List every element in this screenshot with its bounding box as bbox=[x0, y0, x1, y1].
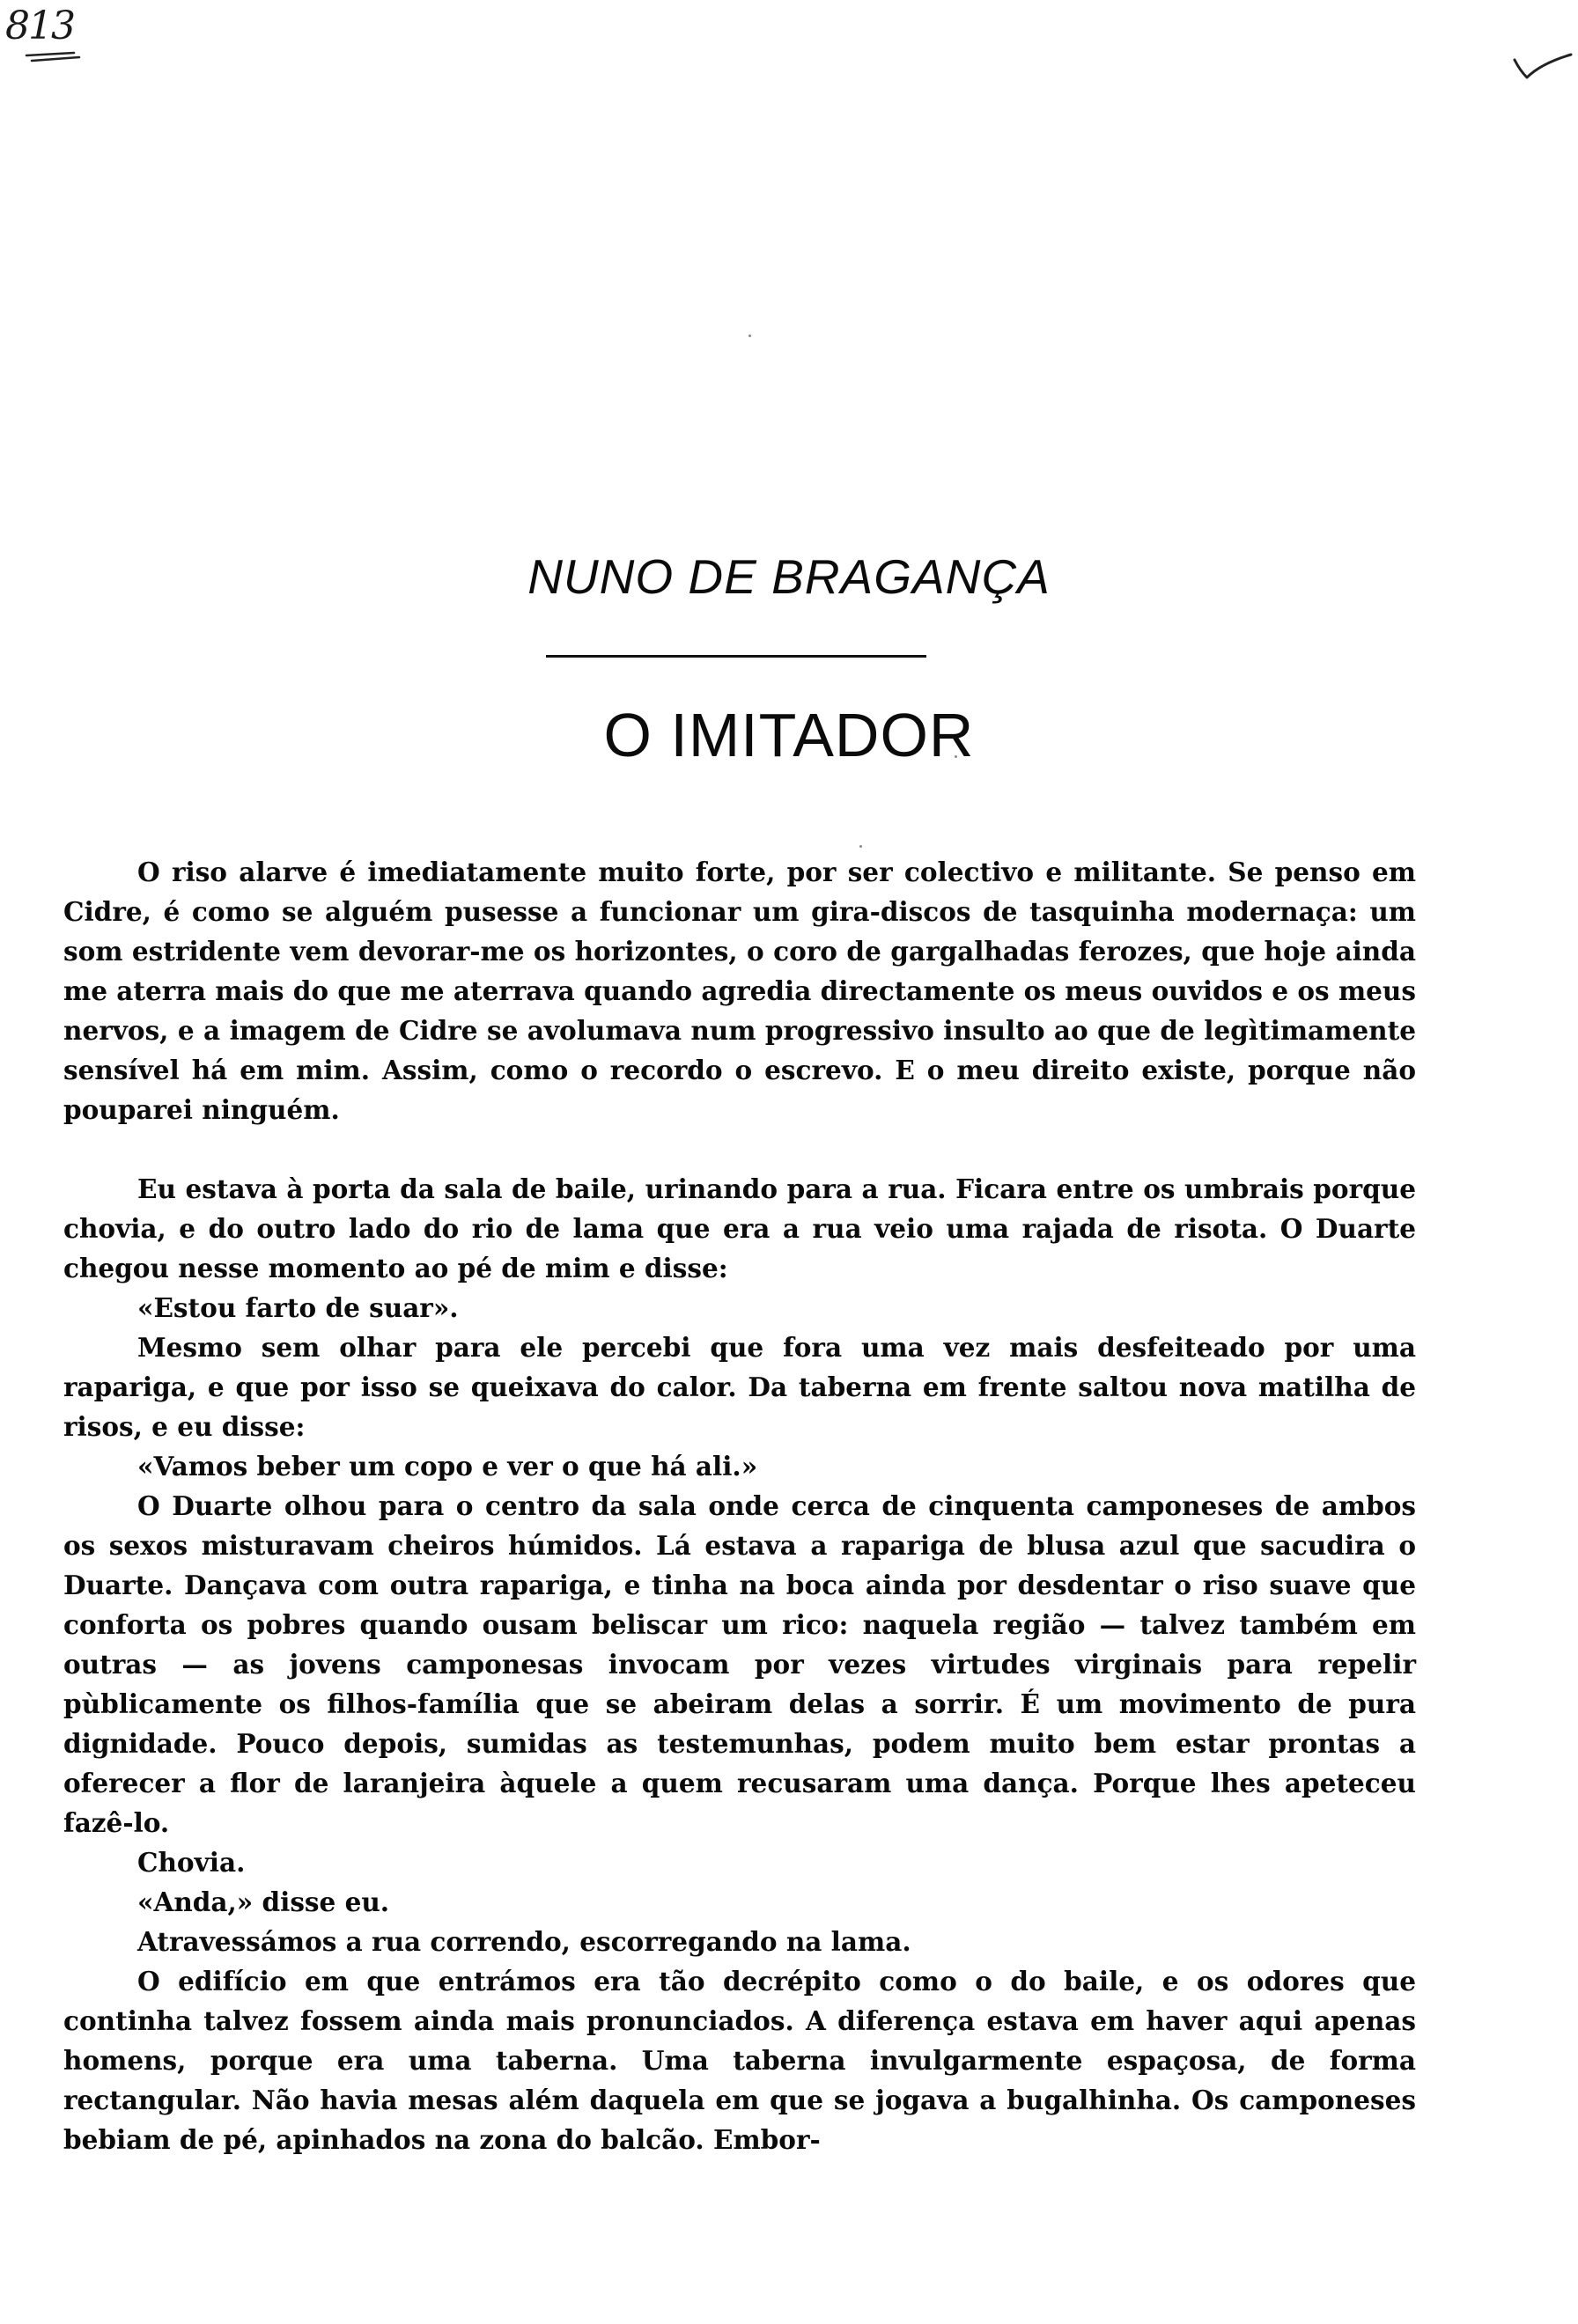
handwritten-page-number: 813 bbox=[5, 4, 74, 48]
scan-speck bbox=[748, 335, 751, 337]
paragraph: «Anda,» disse eu. bbox=[137, 1886, 390, 1917]
paragraph: «Estou farto de suar». bbox=[137, 1292, 459, 1323]
handwritten-underline-mark bbox=[23, 51, 85, 63]
paragraph: Atravessámos a rua correndo, escorregando na lama. bbox=[137, 1926, 911, 1957]
story-body bbox=[63, 852, 1416, 2159]
paragraph: O Duarte olhou para o centro da sala onde cerca de cinquenta camponeses de ambos os sexos misturavam cheiros húmidos. Lá estava a rapariga de blusa azul que sacudira o Duarte. Dançava com outra rapariga, e tinha na boca ainda por desdentar o riso suave que conforta os pobres quando ousam beliscar um rico: naquela região — talvez também em outras — as jovens camponesas invocam por vezes virtudes virginais para repelir pùblicamente os filhos-família que se abeiram delas a sorrir. É um movimento de pura dignidade. Pouco depois, sumidas as testemunhas, podem muito bem estar prontas a oferecer a flor de laranjeira àquele a quem recusaram uma dança. Porque lhes apeteceu fazê-lo. bbox=[63, 1490, 1416, 1838]
paragraph: Eu estava à porta da sala de baile, urinando para a rua. Ficara entre os umbrais porque chovia, e do outro lado do rio de lama que era a rua veio uma rajada de risota. O Duarte chegou nesse momento ao pé de mim e disse: bbox=[63, 1173, 1416, 1283]
paragraph: «Vamos beber um copo e ver o que há ali.» bbox=[137, 1451, 758, 1482]
paragraph: O riso alarve é imediatamente muito forte, por ser colectivo e militante. Se penso em Cidre, é como se alguém pusesse a funcionar um gira-discos de tasquinha modernaça: um som estridente vem devorar-me os horizontes, o coro de gargalhadas ferozes, que hoje ainda me aterra mais do que me aterrava quando agredia directamente os meus ouvidos e os meus nervos, e a imagem de Cidre se avolumava num progressivo insulto ao que de legìtimamente sensível há em mim. Assim, como o recordo o escrevo. E o meu direito existe, porque não pouparei ninguém. bbox=[63, 857, 1416, 1125]
title-divider bbox=[546, 655, 926, 658]
scan-speck bbox=[859, 845, 862, 848]
author-name: NUNO DE BRAGANÇA bbox=[527, 549, 1051, 604]
paragraph: Chovia. bbox=[137, 1847, 246, 1878]
paragraph: Mesmo sem olhar para ele percebi que fora uma vez mais desfeiteado por uma rapariga, e que por isso se queixava do calor. Da taberna em frente saltou nova matilha de risos, e eu disse: bbox=[63, 1332, 1416, 1442]
handwritten-check-mark-icon bbox=[1511, 51, 1574, 81]
story-title: O IMITADOR bbox=[603, 701, 975, 769]
paragraph: O edifício em que entrámos era tão decrépito como o do baile, e os odores que continha talvez fossem ainda mais pronunciados. A diferença estava em haver aqui apenas homens, porque era uma taberna. Uma taberna invulgarmente espaçosa, de forma rectangular. Não havia mesas além daquela em que se jogava a bugalhinha. Os camponeses bebiam de pé, apinhados na zona do balcão. Embor- bbox=[63, 1966, 1416, 2155]
